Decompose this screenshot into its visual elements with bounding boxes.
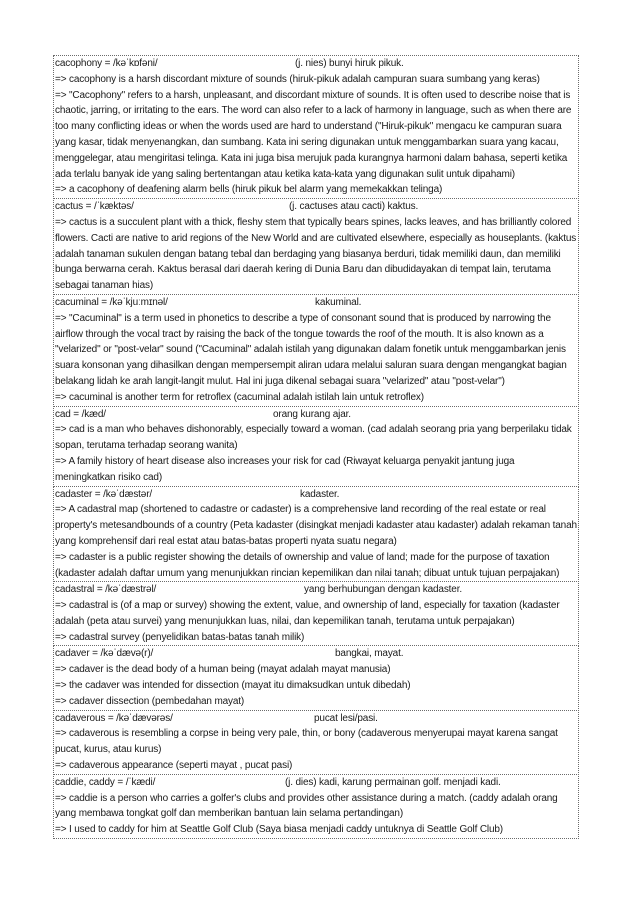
entry-term: cad = /kæd/ bbox=[55, 408, 106, 420]
dictionary-entry bbox=[53, 486, 579, 583]
entry-header bbox=[55, 295, 577, 311]
entry-line: => a cacophony of deafening alarm bells (hiruk pikuk bel alarm yang memekakkan telinga) bbox=[55, 184, 443, 196]
dictionary-entry bbox=[53, 406, 579, 487]
entry-line: => I used to caddy for him at Seattle Golf Club (Saya biasa menjadi caddy untuknya di Seattle Golf Club) bbox=[55, 824, 503, 836]
entry-header bbox=[55, 56, 577, 72]
entry-line: => cadaver dissection (pembedahan mayat) bbox=[55, 695, 245, 707]
entry-line: => cadastral is (of a map or survey) showing the extent, value, and ownership of land, especially for taxation (kadaster adalah (peta atau survei) yang menunjukkan luas, nilai, dan kepemilikan tanah, terutama untuk perpajakan) bbox=[55, 600, 560, 627]
entry-line: => cactus is a succulent plant with a thick, fleshy stem that typically bears spines, lacks leaves, and has brilliantly colored flowers. Cacti are native to arid regions of the New World and are cultivated elsewhere, especially as houseplants. (kaktus adalah tanaman sukulen dengan batang tebal dan berdaging yang biasanya berduri, tidak memiliki daun, dan memiliki bunga berwarna cerah. Kaktus berasal dari daerah kering di Dunia Baru dan dibudidayakan di tempat lain, terutama sebagai tanaman hias) bbox=[55, 216, 577, 292]
entry-line: => cadaverous appearance (seperti mayat , pucat pasi) bbox=[55, 760, 293, 772]
dictionary-entry bbox=[53, 55, 579, 199]
dictionary-entry bbox=[53, 774, 579, 839]
entry-term: cadastral = /kəˈdæstrəl/ bbox=[55, 584, 157, 596]
entry-term: cacophony = /kəˈkɒfəni/ bbox=[55, 58, 158, 69]
entry-meaning: pucat lesi/pasi. bbox=[314, 712, 378, 724]
entry-line: => caddie is a person who carries a golfer's clubs and provides other assistance during a match. (caddy adalah orang yang membawa tongkat golf dan memberikan bantuan lain selama pertandingan) bbox=[55, 792, 558, 820]
dictionary-entry bbox=[53, 645, 579, 710]
dictionary-entry bbox=[53, 294, 579, 407]
entry-line: => cacuminal is another term for retroflex (cacuminal adalah istilah lain untuk retroflex) bbox=[55, 391, 424, 403]
entry-header bbox=[55, 775, 577, 791]
dictionary-entry bbox=[53, 581, 579, 646]
entry-term: cadaver = /kəˈdævə(r)/ bbox=[55, 648, 154, 660]
entry-meaning: (j. cactuses atau cacti) kaktus. bbox=[289, 201, 419, 213]
dictionary-entry bbox=[53, 198, 579, 295]
entry-line: => A family history of heart disease also increases your risk for cad (Riwayat keluarga penyakit jantung juga meningkatkan risiko cad) bbox=[55, 455, 515, 483]
dictionary-page bbox=[53, 55, 579, 838]
entry-header bbox=[55, 407, 577, 423]
entry-line: => cadaster is a public register showing the details of ownership and value of land; made for the purpose of taxation (kadaster adalah daftar umum yang menunjukkan rincian kepemilikan dan nilai tanah; dibuat untuk tujuan perpajakan) bbox=[55, 551, 560, 579]
entry-header bbox=[55, 199, 577, 215]
entry-line: => "Cacophony" refers to a harsh, unpleasant, and discordant mixture of sounds. It is often used to describe noise that is chaotic, jarring, or irritating to the ears. The word can also refer to a lack of harmony in language, such as when there are too many conflicting ideas or when the words used are hard to understand ("Hiruk-pikuk" mengacu ke campuran suara yang kasar, tidak menyenangkan, dan sumbang. Kata ini sering digunakan untuk menggambarkan suara yang kacau, menggelegar, atau mengiritasi telinga. Kata ini juga bisa merujuk pada kurangnya harmoni dalam bahasa, seperti ketika ada terlalu banyak ide yang saling bertentangan atau ketika kata-kata yang digunakan sulit untuk dipahami) bbox=[55, 89, 572, 180]
entry-term: cactus = /ˈkæktəs/ bbox=[55, 201, 134, 213]
entry-meaning: kadaster. bbox=[300, 488, 340, 500]
entry-meaning: orang kurang ajar. bbox=[273, 408, 351, 420]
entry-header bbox=[55, 582, 577, 598]
entry-term: caddie, caddy = /ˈkædi/ bbox=[55, 776, 156, 788]
entry-line: => cadaverous is resembling a corpse in being very pale, thin, or bony (cadaverous menyerupai mayat karena sangat pucat, kurus, atau kurus) bbox=[55, 728, 558, 756]
entry-meaning: yang berhubungan dengan kadaster. bbox=[304, 584, 462, 596]
entry-meaning: (j. dies) kadi, karung permainan golf. menjadi kadi. bbox=[285, 776, 501, 788]
dictionary-entry bbox=[53, 710, 579, 775]
entry-meaning: (j. nies) bunyi hiruk pikuk. bbox=[295, 58, 404, 69]
entry-term: cadaverous = /kəˈdævərəs/ bbox=[55, 712, 173, 724]
entry-line: => cad is a man who behaves dishonorably, especially toward a woman. (cad adalah seorang pria yang berperilaku tidak sopan, terutama terhadap seorang wanita) bbox=[55, 424, 572, 452]
entry-line: => cadastral survey (penyelidikan batas-batas tanah milik) bbox=[55, 631, 305, 643]
entry-term: cadaster = /kəˈdæstər/ bbox=[55, 488, 153, 500]
entry-meaning: bangkai, mayat. bbox=[335, 648, 404, 660]
entry-line: => A cadastral map (shortened to cadastre or cadaster) is a comprehensive land recording of the real estate or real property's metesandbounds of a country (Peta kadaster (disingkat menjadi kadaster atau kadaster) adalah rekaman tanah yang komprehensif dari real estat atau batas-batas properti nyata suatu negara) bbox=[55, 504, 577, 547]
entry-line: => cadaver is the dead body of a human being (mayat adalah mayat manusia) bbox=[55, 664, 391, 676]
entry-meaning: kakuminal. bbox=[315, 296, 362, 308]
entry-line: => "Cacuminal" is a term used in phonetics to describe a type of consonant sound that is produced by narrowing the airflow through the vocal tract by raising the back of the tongue towards the roof of the mouth. It is also known as a "velarized" or "post-velar" sound ("Cacuminal" adalah istilah yang digunakan dalam fonetik untuk menggambarkan jenis suara konsonan yang dihasilkan dengan mempersempit aliran udara melalui saluran suara dengan mengangkat bagian belakang lidah ke arah langit-langit mulut. Hal ini juga dikenal sebagai suara "velarized" atau "post-velar") bbox=[55, 312, 567, 387]
entry-line: => the cadaver was intended for dissection (mayat itu dimaksudkan untuk dibedah) bbox=[55, 680, 411, 692]
entry-term: cacuminal = /kəˈkjuːmɪnəl/ bbox=[55, 296, 168, 308]
entry-header bbox=[55, 487, 577, 503]
entry-line: => cacophony is a harsh discordant mixture of sounds (hiruk-pikuk adalah campuran suara sumbang yang keras) bbox=[55, 73, 540, 85]
entry-header bbox=[55, 646, 577, 662]
entry-header bbox=[55, 711, 577, 727]
